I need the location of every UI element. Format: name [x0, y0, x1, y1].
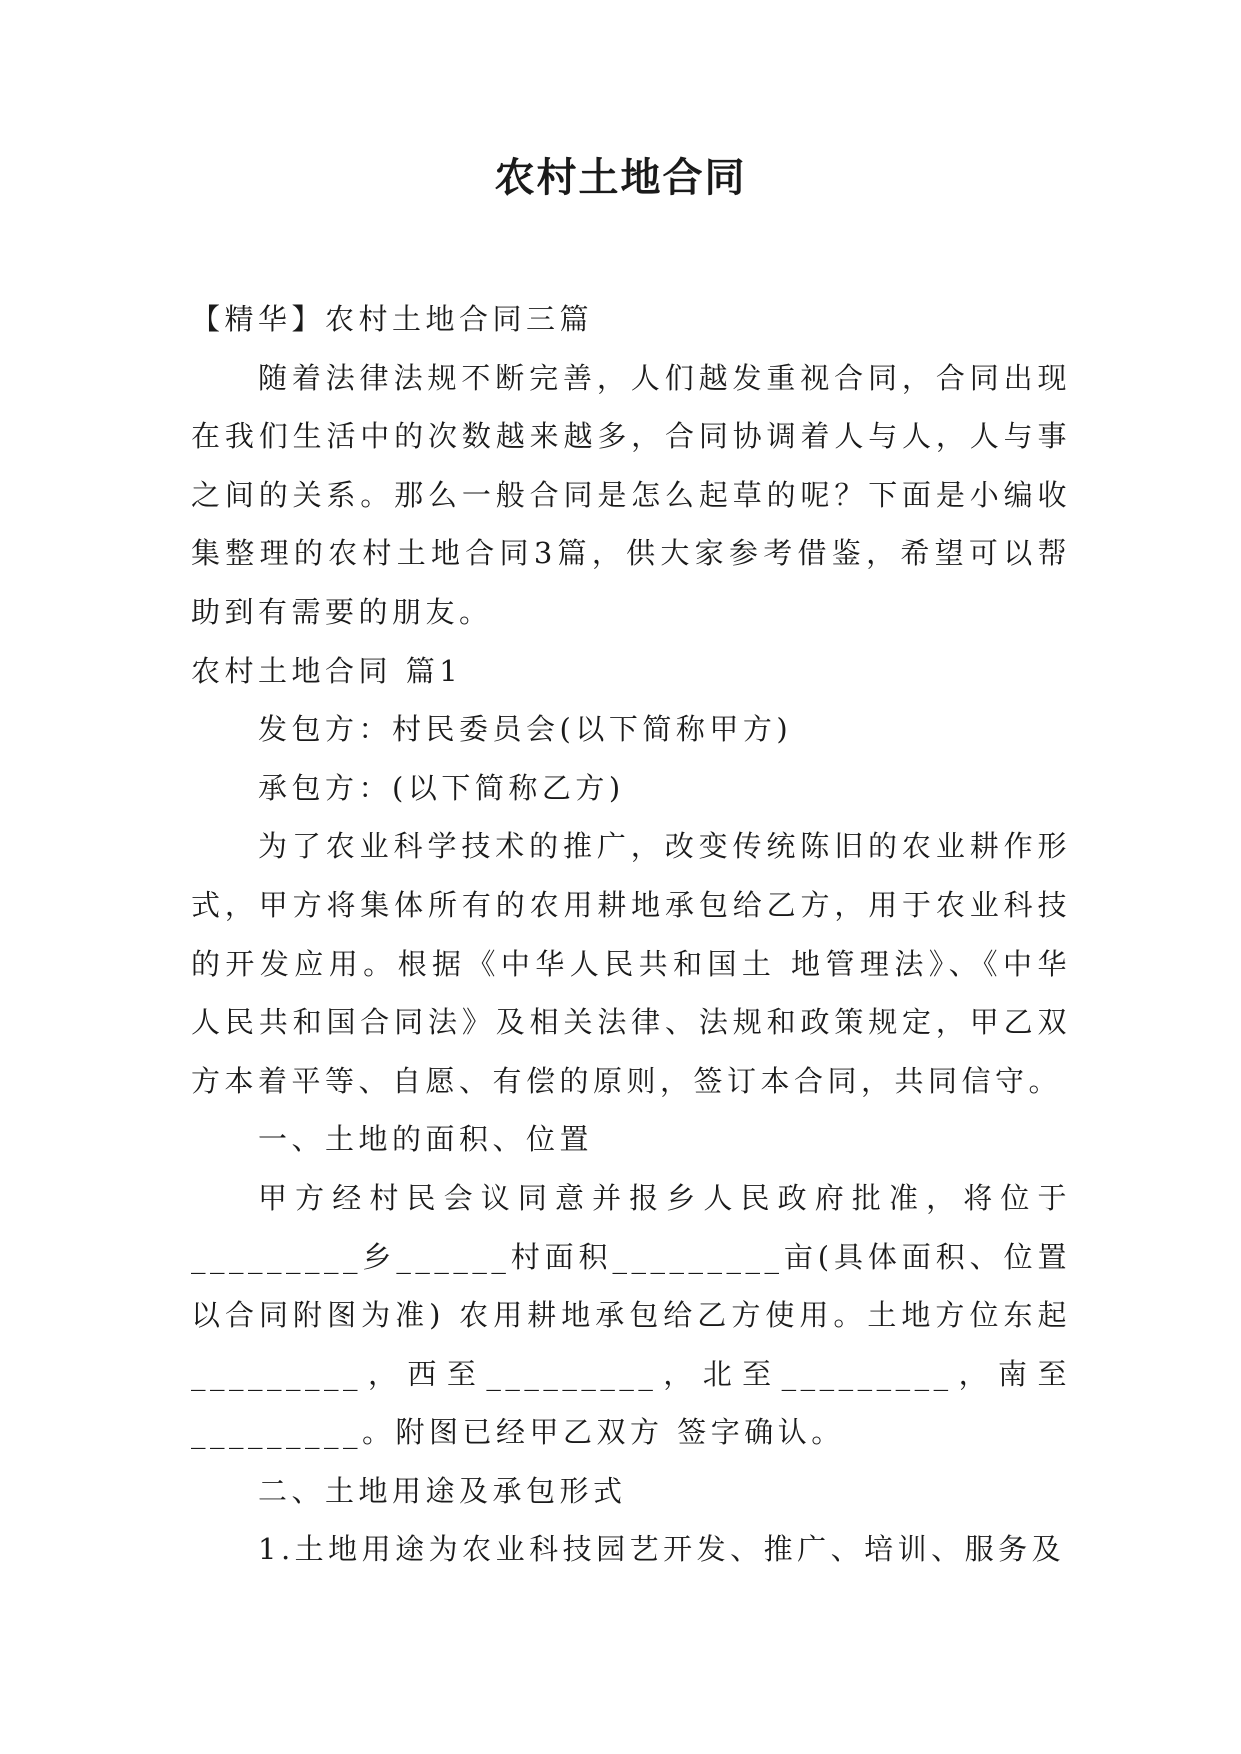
document-body [191, 290, 1071, 1579]
paragraph-heading-land-area: 一、土地的面积、位置 [258, 1122, 594, 1157]
paragraph-contractor-a: 发包方：村民委员会(以下简称甲方) [258, 712, 793, 747]
paragraph-intro-text: 随着法律法规不断完善，人们越发重视合同，合同出现在我们生活中的次数越来越多，合同协调着人与人，人与事之间的关系。那么一般合同是怎么起草的呢？下面是小编收集整理的农村土地合同3篇，供大家参考借鉴，希望可以帮助到有需要的朋友。 [191, 360, 1071, 629]
document-title: 农村土地合同 [494, 154, 747, 201]
paragraph-contractor-b: 承包方：(以下简称乙方) [258, 770, 625, 805]
paragraph-land-location: 甲方经村民会议同意并报乡人民政府批准，将位于_________乡______村面积_________亩(具体面积、位置以合同附图为准) 农用耕地承包给乙方使用。土地方位东起_________，西至_________，北至_________，南至_________。附图已经甲乙双方 签字确认。 [191, 1180, 1071, 1450]
paragraph-land-use-1: 1.土地用途为农业科技园艺开发、推广、培训、服务及 [258, 1532, 1066, 1567]
paragraph-purpose: 为了农业科学技术的推广，改变传统陈旧的农业耕作形式，甲方将集体所有的农用耕地承包给乙方，用于农业科技的开发应用。根据《中华人民共和国土 地管理法》、《中华人民共和国合同法》及相关法律、法规和政策规定，甲乙双方本着平等、自愿、有偿的原则，签订本合同，共同信守。 [191, 829, 1071, 1098]
paragraph-section-title: 农村土地合同 篇1 [191, 653, 463, 688]
paragraph-intro-heading: 【精华】农村土地合同三篇 [191, 302, 594, 336]
paragraph-heading-land-use: 二、土地用途及承包形式 [258, 1473, 627, 1508]
